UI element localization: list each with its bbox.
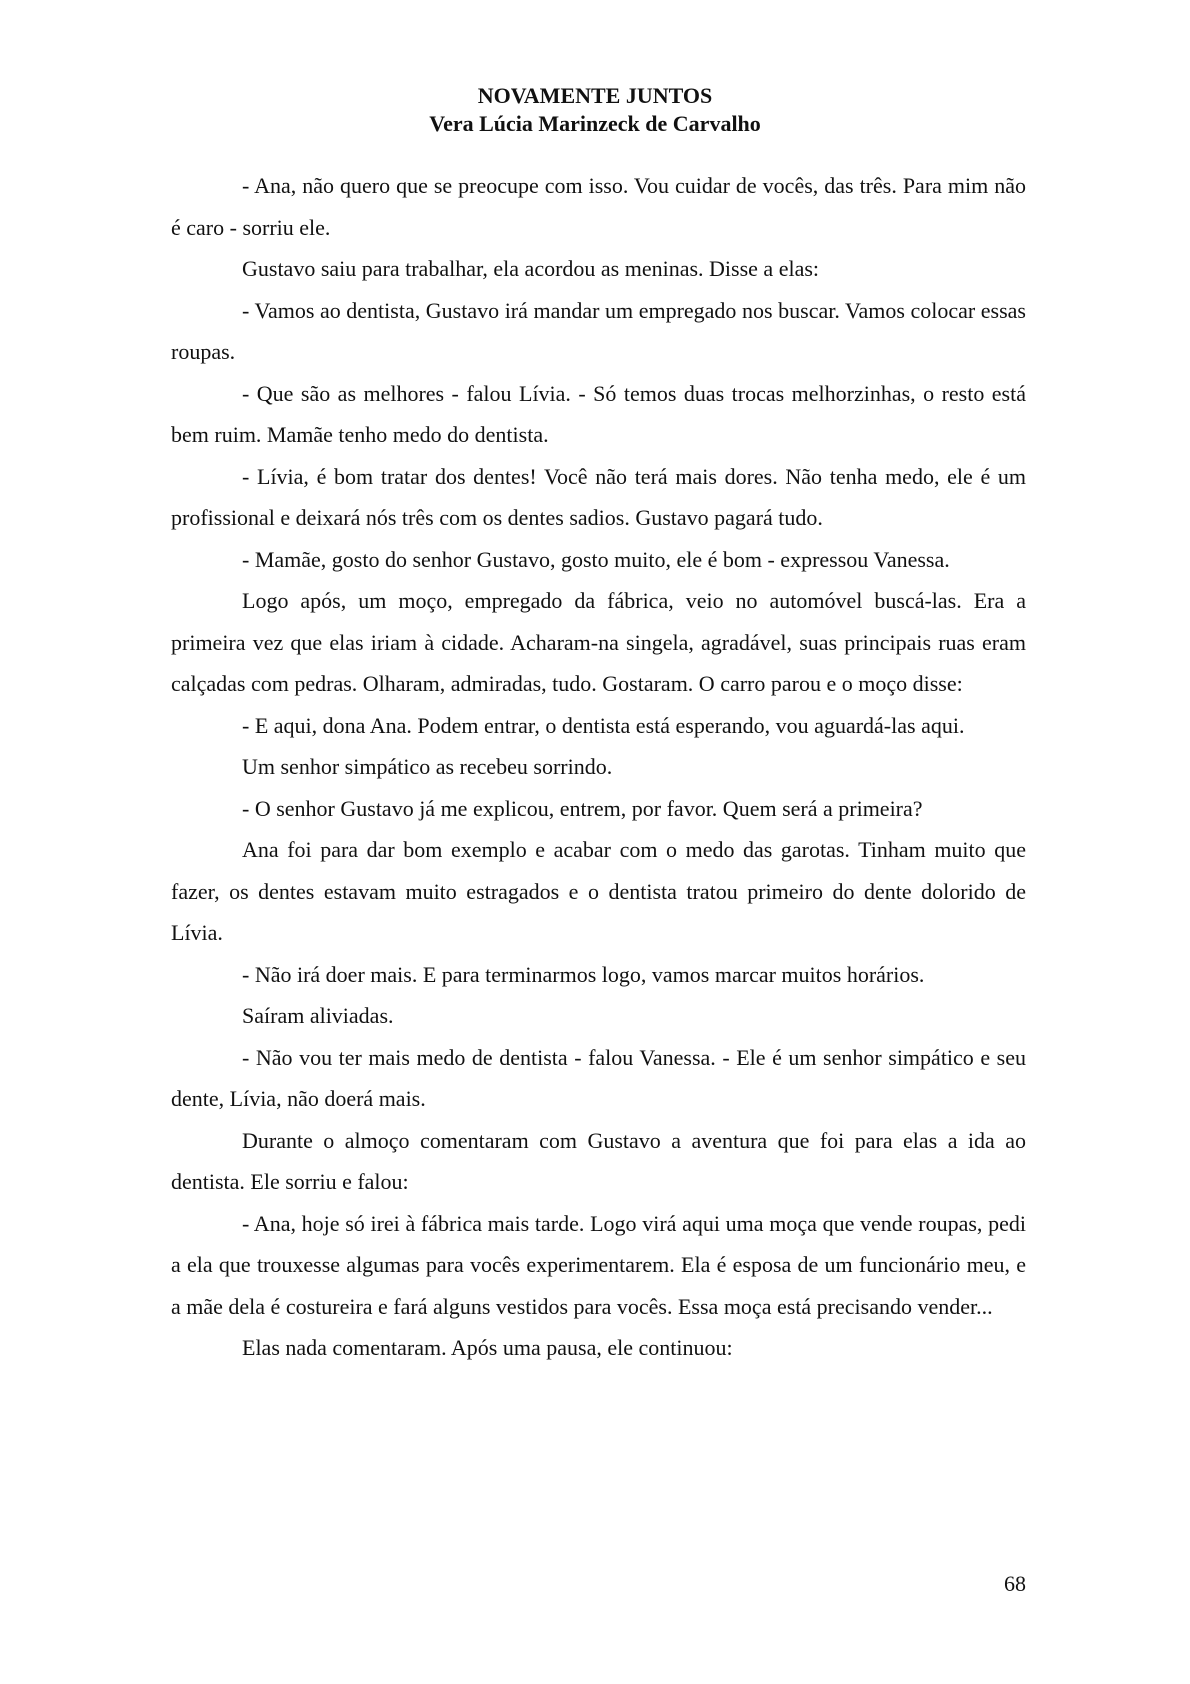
book-author: Vera Lúcia Marinzeck de Carvalho (429, 111, 761, 136)
paragraph: Ana foi para dar bom exemplo e acabar com o medo das garotas. Tinham muito que fazer, os dentes estavam muito estragados e o dentista tratou primeiro do dente dolorido de Lívia. (171, 837, 1026, 945)
paragraph: - Ana, não quero que se preocupe com isso. Vou cuidar de vocês, das três. Para mim não é caro - sorriu ele. (171, 173, 1026, 240)
paragraph: - Vamos ao dentista, Gustavo irá mandar um empregado nos buscar. Vamos colocar essas roupas. (171, 297, 1026, 364)
paragraph: - O senhor Gustavo já me explicou, entrem, por favor. Quem será a primeira? (242, 795, 923, 821)
paragraph: - Não vou ter mais medo de dentista - falou Vanessa. - Ele é um senhor simpático e seu dente, Lívia, não doerá mais. (171, 1044, 1026, 1111)
page-header (0, 82, 1190, 138)
body-text (171, 165, 1026, 1369)
paragraph: - Mamãe, gosto do senhor Gustavo, gosto muito, ele é bom - expressou Vanessa. (242, 546, 950, 572)
paragraph: - Que são as melhores - falou Lívia. - Só temos duas trocas melhorzinhas, o resto está bem ruim. Mamãe tenho medo do dentista. (171, 380, 1026, 447)
paragraph: - Não irá doer mais. E para terminarmos logo, vamos marcar muitos horários. (242, 961, 925, 987)
paragraph: - Lívia, é bom tratar dos dentes! Você não terá mais dores. Não tenha medo, ele é um profissional e deixará nós três com os dentes sadios. Gustavo pagará tudo. (171, 463, 1026, 530)
paragraph: Gustavo saiu para trabalhar, ela acordou as meninas. Disse a elas: (242, 256, 820, 281)
paragraph: Saíram aliviadas. (242, 1003, 394, 1028)
paragraph: Elas nada comentaram. Após uma pausa, ele continuou: (242, 1335, 733, 1360)
paragraph: - Ana, hoje só irei à fábrica mais tarde. Logo virá aqui uma moça que vende roupas, pedi a ela que trouxesse algumas para vocês experimentarem. Ela é esposa de um funcionário meu, e a mãe dela é costureira e fará alguns vestidos para vocês. Essa moça está precisando vender... (171, 1210, 1026, 1319)
paragraph: Durante o almoço comentaram com Gustavo a aventura que foi para elas a ida ao dentista. Ele sorriu e falou: (171, 1127, 1026, 1194)
book-title: NOVAMENTE JUNTOS (477, 83, 713, 108)
paragraph: Um senhor simpático as recebeu sorrindo. (242, 754, 613, 779)
page-number: 68 (1004, 1571, 1026, 1596)
paragraph: - E aqui, dona Ana. Podem entrar, o dentista está esperando, vou aguardá-las aqui. (242, 712, 965, 738)
paragraph: Logo após, um moço, empregado da fábrica, veio no automóvel buscá-las. Era a primeira vez que elas iriam à cidade. Acharam-na singela, agradável, suas principais ruas eram calçadas com pedras. Olharam, admiradas, tudo. Gostaram. O carro parou e o moço disse: (171, 588, 1026, 696)
